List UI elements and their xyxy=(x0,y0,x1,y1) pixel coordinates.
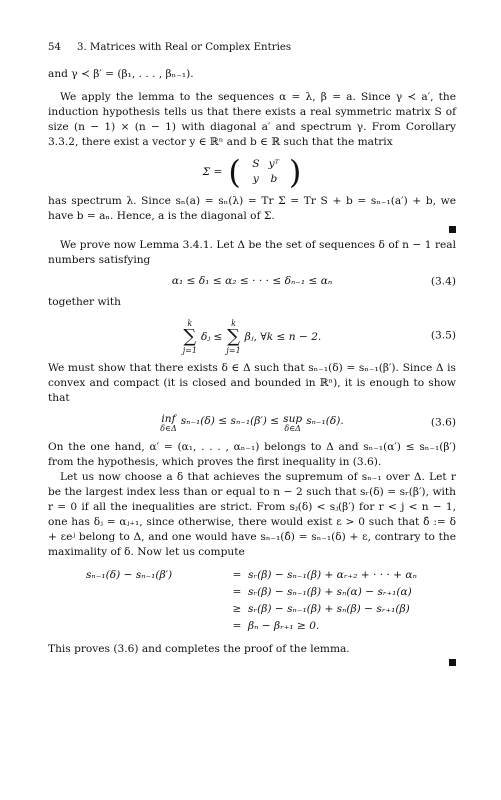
paragraph-6: On the one hand, α′ = (α₁, . . . , αₙ₋₁) belongs to Δ and sₙ₋₁(α′) ≤ sₙ₋₁(β′) from the hypothesis, which proves the first inequality in (3.6). xyxy=(48,441,456,468)
paragraph-7: Let us now choose a δ that achieves the supremum of sₙ₋₁ over Δ. Let r be the largest index less than or equal to n − 2 such that sᵣ(δ) = sᵣ(β′), with r = 0 if all the inequalities are strict. From sⱼ(δ) < sⱼ(β′) for r < j < n − 1, one has δⱼ = αⱼ₊₁, since otherwise, there would exist ε > 0 such that δ̂ := δ + εeʲ belong to Δ, and one would have sₙ₋₁(δ̂) = sₙ₋₁(δ) + ε, contrary to the maximality of δ. Now let us compute xyxy=(48,471,456,558)
equation-tag: (3.4) xyxy=(430,275,456,287)
align-relation: = xyxy=(232,586,242,598)
align-lhs xyxy=(86,585,226,600)
paragraph-2: has spectrum λ. Since sₙ(a) = sₙ(λ) = Tr Σ = Tr S + b = sₙ₋₁(a′) + b, we have b = aₙ. Hence, a is the diagonal of Σ. xyxy=(48,195,456,222)
qed-mark xyxy=(48,224,456,238)
page xyxy=(48,40,456,671)
sum-symbol: k ∑ j=1 xyxy=(226,319,241,355)
left-paren: ( xyxy=(228,153,241,191)
paragraph-1: We apply the lemma to the sequences α = λ, β = a. Since γ ≺ a′, the induction hypothesis tells us that there exists a real symmetric matrix S of size (n − 1) × (n − 1) with diagonal a′ and spectrum γ. From Corollary 3.3.2, there exist a vector y ∈ ℝⁿ and b ∈ ℝ such that the matrix xyxy=(48,91,456,148)
equation-body: α₁ ≤ δ₁ ≤ α₂ ≤ · · · ≤ δₙ₋₁ ≤ αₙ xyxy=(171,275,333,287)
paragraph-8: This proves (3.6) and completes the proof of the lemma. xyxy=(48,643,350,655)
matrix-lhs: Σ = xyxy=(202,165,223,178)
paragraph-0: and γ ≺ β′ = (β₁, . . . , βₙ₋₁). xyxy=(48,68,194,80)
equation-end: sₙ₋₁(δ). xyxy=(306,415,344,427)
matrix-grid xyxy=(247,157,283,187)
align-rhs: sᵣ(β) − sₙ₋₁(β) + sₙ(α) − sᵣ₊₁(α) xyxy=(248,586,412,598)
running-title: 3. Matrices with Real or Complex Entries xyxy=(76,42,292,53)
equation-tag: (3.5) xyxy=(430,329,456,341)
paragraph-5: We must show that there exists δ ∈ Δ such that sₙ₋₁(δ) = sₙ₋₁(β′). Since Δ is convex and compact (it is closed and bounded in ℝⁿ), it is enough to show that xyxy=(48,362,456,404)
align-rhs: sᵣ(β) − sₙ₋₁(β) + sₙ(β) − sᵣ₊₁(β) xyxy=(248,603,410,615)
right-paren: ) xyxy=(288,153,302,191)
align-rhs: sᵣ(β) − sₙ₋₁(β) + αᵣ₊₂ + · · · + αₙ xyxy=(248,569,417,581)
paragraph-4: together with xyxy=(48,296,122,308)
align-relation: = xyxy=(232,569,242,581)
equation-middle: sₙ₋₁(δ) ≤ sₙ₋₁(β′) ≤ xyxy=(180,415,280,427)
align-lhs xyxy=(86,602,226,617)
equation-3-4 xyxy=(48,274,456,289)
sup-operator: sup δ∈Δ xyxy=(283,413,303,433)
inf-operator: inf δ∈Δ xyxy=(160,413,177,433)
paragraph-3: We prove now Lemma 3.4.1. Let Δ be the set of sequences δ of n − 1 real numbers satisfying xyxy=(48,239,456,266)
running-header xyxy=(48,40,456,55)
align-relation: = xyxy=(232,620,242,632)
matrix-entry: b xyxy=(270,173,278,185)
align-lhs: sₙ₋₁(δ) − sₙ₋₁(β′) xyxy=(86,569,173,581)
equation-tag: (3.6) xyxy=(430,416,456,429)
sum-left-term: δⱼ ≤ xyxy=(200,330,223,343)
matrix-entry: y xyxy=(252,173,259,185)
sum-right-term: βⱼ, ∀k ≤ n − 2. xyxy=(244,330,322,343)
align-relation: ≥ xyxy=(232,603,242,615)
sum-symbol: k ∑ j=1 xyxy=(182,319,197,355)
equation-3-5 xyxy=(48,316,456,355)
aligned-computation xyxy=(86,568,456,634)
equation-3-6 xyxy=(48,412,456,434)
matrix-equation xyxy=(48,153,456,191)
page-number: 54 xyxy=(48,42,61,53)
align-lhs xyxy=(86,619,226,634)
qed-mark xyxy=(48,657,456,671)
matrix-entry: yᵀ xyxy=(268,158,280,170)
align-rhs: βₙ − βᵣ₊₁ ≥ 0. xyxy=(248,620,320,632)
matrix-entry: S xyxy=(252,158,260,170)
